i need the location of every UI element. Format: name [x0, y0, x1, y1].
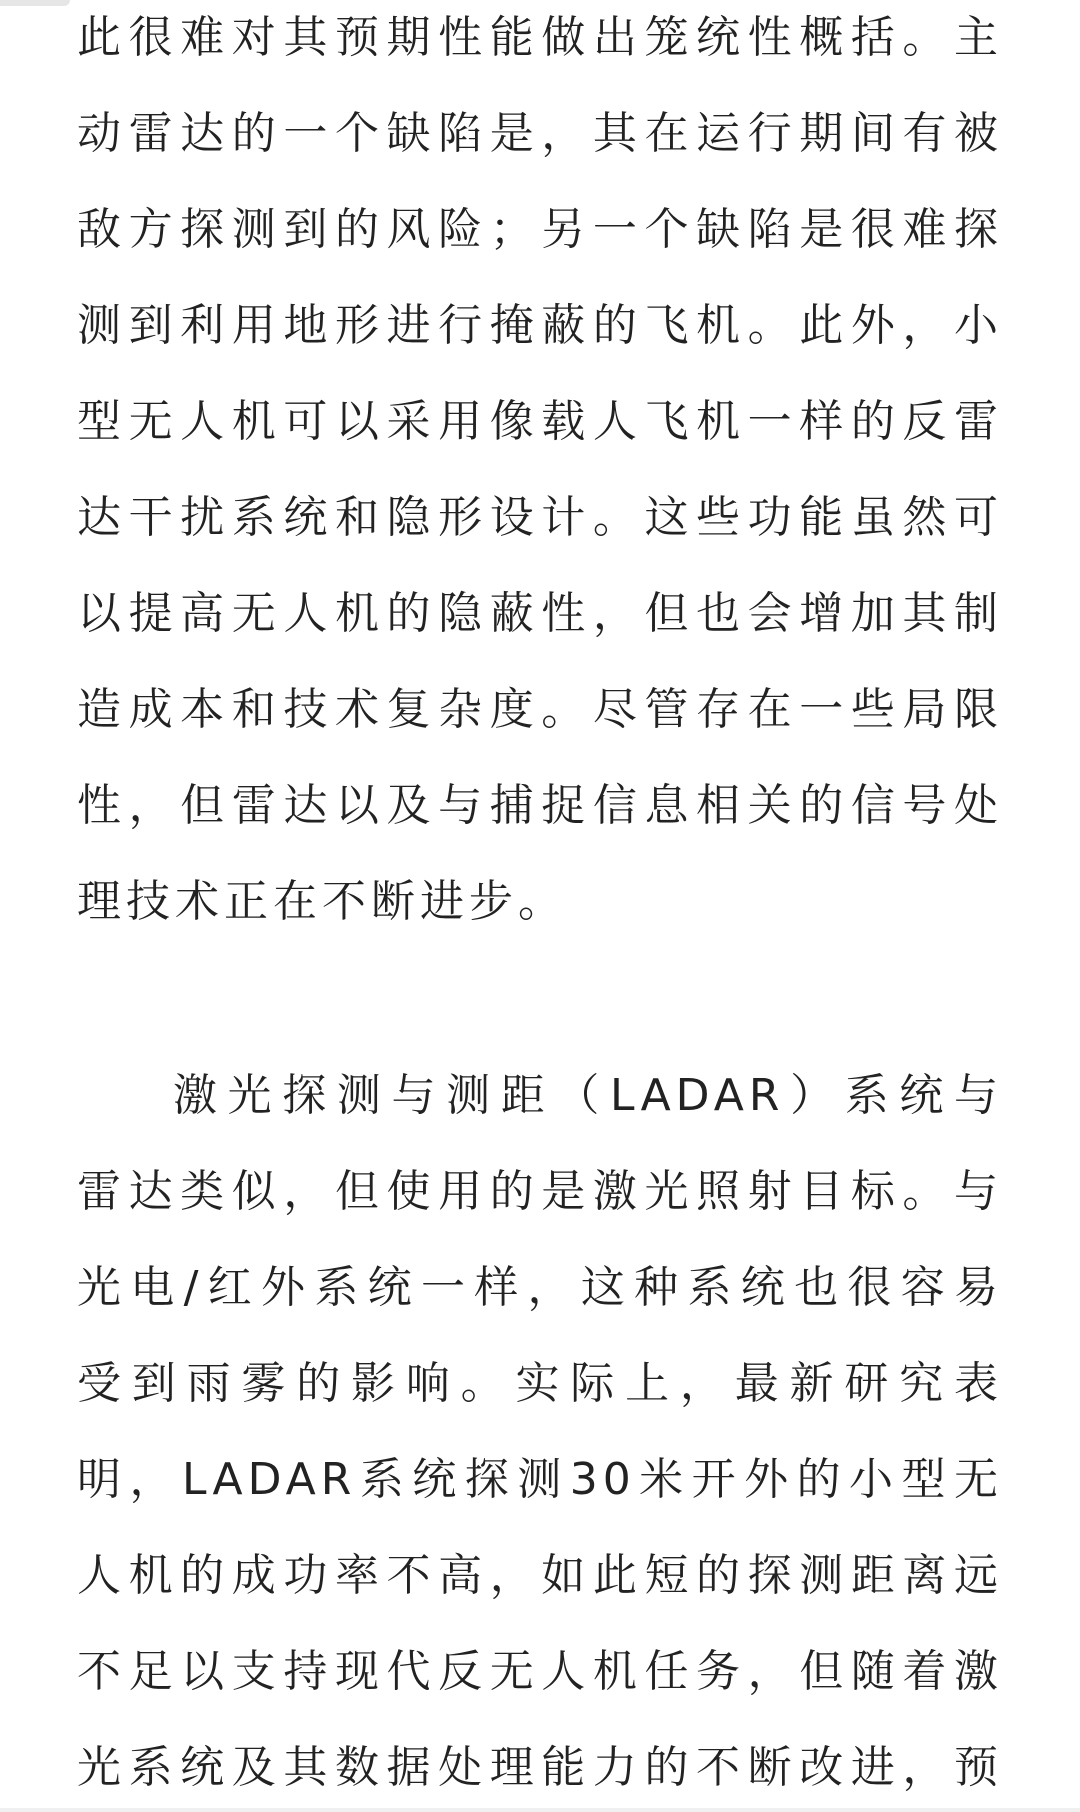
paragraph-2-line: 不足以支持现代反无人机任务，但随着激	[77, 1646, 1003, 1697]
paragraph-1-line: 以提高无人机的隐蔽性，但也会增加其制	[77, 588, 1003, 639]
paragraph-1-line: 动雷达的一个缺陷是，其在运行期间有被	[77, 108, 1003, 159]
article-body	[77, 0, 1003, 1812]
paragraph-1-line: 型无人机可以采用像载人飞机一样的反雷	[77, 396, 1003, 447]
paragraph-1-line: 性，但雷达以及与捕捉信息相关的信号处	[77, 780, 1003, 831]
paragraph-2-line: 激光探测与测距（LADAR）系统与	[173, 1070, 1003, 1121]
bottom-divider	[0, 1808, 1080, 1812]
paragraph-1-line: 理技术正在不断进步。	[77, 876, 567, 927]
paragraph-1-line: 此很难对其预期性能做出笼统性概括。主	[77, 12, 1003, 63]
paragraph-2-line: 受到雨雾的影响。实际上，最新研究表	[77, 1358, 1003, 1409]
paragraph-2-line: 人机的成功率不高，如此短的探测距离远	[77, 1550, 1003, 1601]
top-edge-shade	[0, 0, 70, 6]
paragraph-1-line: 敌方探测到的风险；另一个缺陷是很难探	[77, 204, 1003, 255]
paragraph-2-line: 雷达类似，但使用的是激光照射目标。与	[77, 1166, 1003, 1217]
paragraph-2-line: 明，LADAR系统探测30米开外的小型无	[77, 1454, 1003, 1505]
paragraph-1-line: 测到利用地形进行掩蔽的飞机。此外，小	[77, 300, 1003, 351]
paragraph-1-line: 造成本和技术复杂度。尽管存在一些局限	[77, 684, 1003, 735]
paragraph-2-line: 光系统及其数据处理能力的不断改进，预	[77, 1742, 1003, 1793]
paragraph-2-line: 光电/红外系统一样，这种系统也很容易	[77, 1262, 1003, 1313]
paragraph-1-line: 达干扰系统和隐形设计。这些功能虽然可	[77, 492, 1003, 543]
